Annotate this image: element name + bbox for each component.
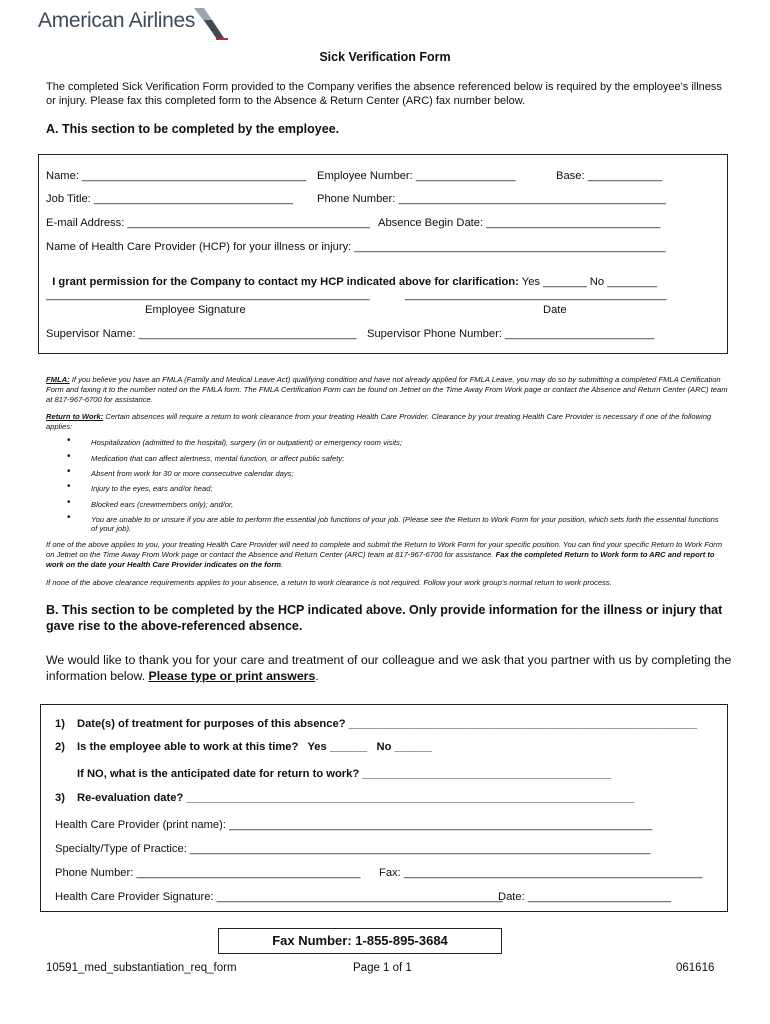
bullet-icon: • — [67, 512, 71, 523]
employee-number-field[interactable]: Employee Number: ________________ — [317, 170, 516, 182]
hcp-section-box — [40, 704, 728, 912]
fmla-text: If you believe you have an FMLA (Family and Medical Leave Act) qualifying condition and have not already applied for FMLA Leave, you may do so by submitting a completed FMLA Certification Form and faxing it to the number noted on the FMLA form. The FMLA Certification Form can be found on Jetnet on the Time Away From Work page or contact the Absence and Return Center (ARC) team at 817-967-6700 for assistance. — [46, 375, 728, 404]
return-to-work-label: Return to Work: — [46, 412, 104, 421]
question-3-number: 3) — [55, 792, 65, 804]
phone-number-field[interactable]: Phone Number: ___________________________________________ — [317, 193, 667, 205]
email-field[interactable]: E-mail Address: _______________________________________ — [46, 217, 371, 229]
bullet-icon: • — [67, 497, 71, 508]
return-to-work-text: Certain absences will require a return to work clearance from your treating Health Care Provider. Clearance by your treating Health Care Provider is necessary if one of the following applies: — [46, 412, 712, 431]
base-field[interactable]: Base: ____________ — [556, 170, 663, 182]
list-item: Blocked ears (crewmembers only); and/or, — [91, 500, 234, 509]
hcp-signature-field[interactable]: Health Care Provider Signature: ______________________________________________ — [55, 891, 503, 903]
question-2-number: 2) — [55, 741, 65, 753]
supervisor-phone-field[interactable]: Supervisor Phone Number: ________________________ — [367, 328, 655, 340]
brand-name: American Airlines — [38, 9, 196, 32]
absence-begin-date-field[interactable]: Absence Begin Date: ____________________________ — [378, 217, 661, 229]
able-to-work-field[interactable]: Is the employee able to work at this time? Yes ______ No ______ — [77, 741, 432, 753]
employee-signature-line[interactable]: ____________________________________________________ — [46, 289, 370, 301]
thanks-text: We would like to thank you for your care and treatment of our colleague and we ask that you partner with us by completing the information below. — [46, 653, 732, 683]
list-item: You are unable to or unsure if you are able to perform the essential job functions of your job. (Please see the Return to Work Form for your position, which sets forth the essential functions of your job). — [91, 515, 719, 533]
permission-yes-no[interactable]: Yes _______ No ________ — [518, 276, 657, 288]
specialty-field[interactable]: Specialty/Type of Practice: __________________________________________________________________________ — [55, 843, 651, 855]
intro-paragraph: The completed Sick Verification Form provided to the Company verifies the absence referenced below is required by the employee's illness or injury. Please fax this completed form to the Absence & Return Center (ARC) fax number below. — [46, 81, 722, 107]
applies-note — [46, 540, 728, 570]
hcp-print-name-field[interactable]: Health Care Provider (print name): ____________________________________________________________________ — [55, 819, 653, 831]
hcp-fax-field[interactable]: Fax: ________________________________________________ — [379, 867, 703, 879]
name-field[interactable]: Name: ____________________________________ — [46, 170, 307, 182]
question-1-number: 1) — [55, 718, 65, 730]
hcp-date-field[interactable]: Date: _______________________ — [498, 891, 671, 903]
form-title: Sick Verification Form — [319, 50, 451, 64]
flight-symbol-icon — [190, 6, 230, 42]
applies-text: If one of the above applies to you, your treating Health Care Provider will need to complete and submit the Return to Work Form for your specific position. You can find your specific Return to Work Form on Jetnet on the Time Away From Work page or contact the Absence and Return Center (ARC) team at 817-967-6700 for assistance. — [46, 540, 723, 559]
date-label: Date — [543, 304, 567, 316]
employee-signature-label: Employee Signature — [145, 304, 246, 316]
employee-section-box — [38, 154, 728, 354]
fmla-label: FMLA: — [46, 375, 70, 384]
page-number: Page 1 of 1 — [353, 962, 412, 974]
return-to-work-note — [46, 412, 728, 432]
re-evaluation-date-field[interactable]: Re-evaluation date? ________________________________________________________________________ — [77, 792, 635, 804]
revision-code: 061616 — [676, 962, 715, 974]
list-item: Hospitalization (admitted to the hospital), surgery (in or outpatient) or emergency room visits; — [91, 438, 403, 447]
list-item: Injury to the eyes, ears and/or head; — [91, 484, 213, 493]
type-or-print-instruction: Please type or print answers — [148, 669, 316, 683]
job-title-field[interactable]: Job Title: ________________________________ — [46, 193, 293, 205]
bullet-icon: • — [67, 435, 71, 446]
treatment-dates-field[interactable]: Date(s) of treatment for purposes of this absence? ________________________________________________________ — [77, 718, 698, 730]
section-a-heading: A. This section to be completed by the employee. — [46, 122, 340, 136]
hcp-name-field[interactable]: Name of Health Care Provider (HCP) for your illness or injury: __________________________________________________ — [46, 241, 666, 253]
bullet-icon: • — [67, 481, 71, 492]
bullet-icon: • — [67, 466, 71, 477]
none-applies-note: If none of the above clearance requirements applies to your absence, a return to work clearance is not required. Follow your work group's normal return to work process. — [46, 578, 612, 587]
applies-bold-text: Fax the completed Return to Work form to ARC and report to work on the date your Health Care Provider indicates on the form — [46, 550, 715, 569]
section-b-heading: B. This section to be completed by the HCP indicated above. Only provide information for the illness or injury that gave rise to the above-referenced absence. — [46, 603, 723, 633]
fax-number-box: Fax Number: 1-855-895-3684 — [218, 928, 502, 954]
fmla-note — [46, 375, 728, 405]
permission-statement[interactable] — [46, 264, 657, 288]
permission-label: I grant permission for the Company to contact my HCP indicated above for clarification: — [52, 276, 519, 288]
form-id: 10591_med_substantiation_req_form — [46, 962, 237, 974]
return-date-field[interactable]: If NO, what is the anticipated date for return to work? ________________________________________ — [77, 768, 612, 780]
date-line[interactable]: __________________________________________ — [405, 289, 667, 301]
american-airlines-logo — [38, 6, 238, 40]
supervisor-name-field[interactable]: Supervisor Name: ___________________________________ — [46, 328, 357, 340]
thanks-paragraph — [46, 652, 736, 684]
applies-end: . — [281, 560, 284, 569]
bullet-icon: • — [67, 451, 71, 462]
list-item: Medication that can affect alertness, mental function, or affect public safety; — [91, 454, 345, 463]
thanks-end: . — [315, 669, 319, 683]
hcp-phone-field[interactable]: Phone Number: ____________________________________ — [55, 867, 361, 879]
list-item: Absent from work for 30 or more consecutive calendar days; — [91, 469, 294, 478]
